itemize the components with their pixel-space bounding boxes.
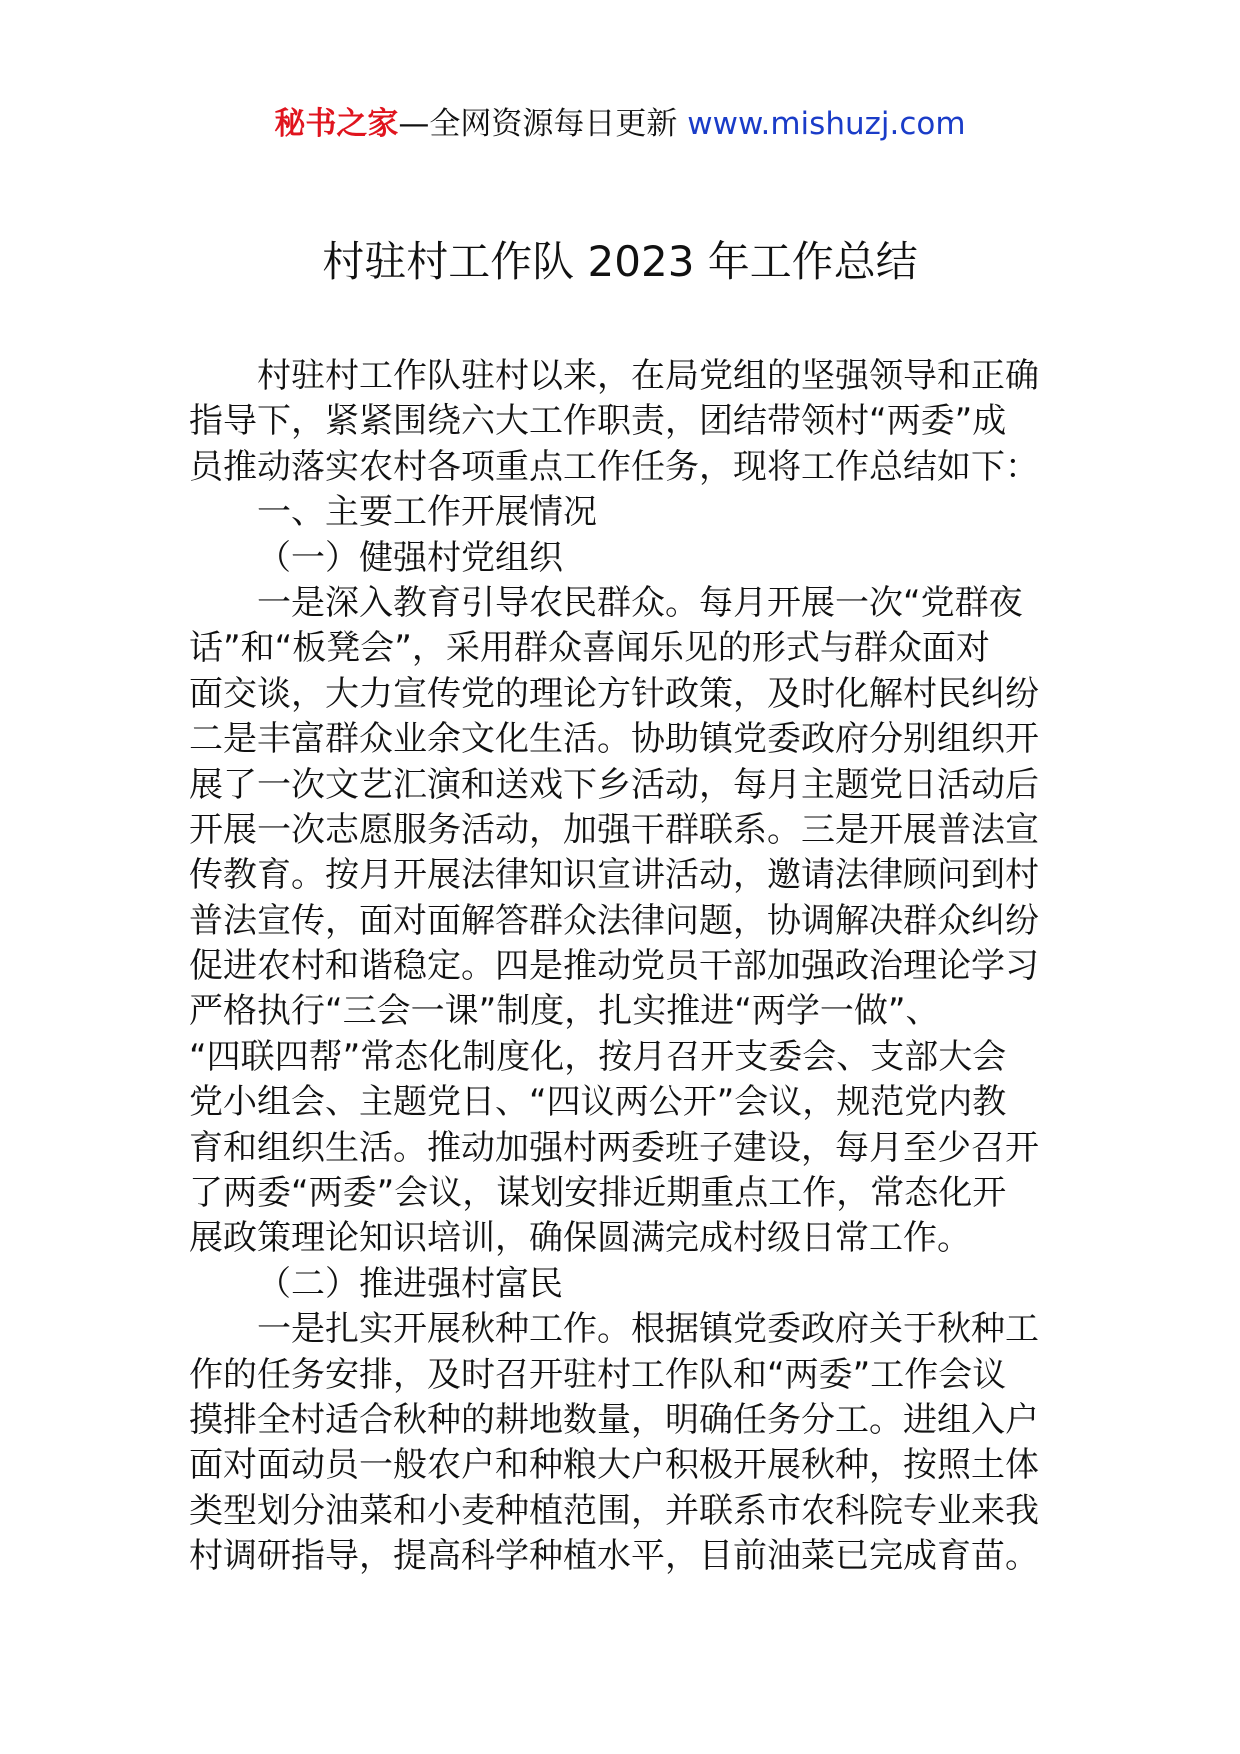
paragraph-line: 面对面动员一般农户和种粮大户积极开展秋种，按照土体 xyxy=(189,1445,1039,1486)
site-header xyxy=(0,100,1240,148)
paragraph-line: 了两委“两委”会议，谋划安排近期重点工作，常态化开 xyxy=(189,1173,1007,1214)
section-heading: 一、主要工作开展情况 xyxy=(257,492,597,533)
brand-name: 秘书之家 xyxy=(274,106,399,142)
paragraph-line: “四联四帮”常态化制度化，按月召开支委会、支部大会 xyxy=(189,1036,1007,1077)
paragraph-line: 一是扎实开展秋种工作。根据镇党委政府关于秋种工 xyxy=(257,1309,1039,1350)
document-body xyxy=(189,354,1055,1580)
paragraph-line: 严格执行“三会一课”制度，扎实推进“两学一做”、 xyxy=(189,991,940,1032)
paragraph-line: 作的任务安排，及时召开驻村工作队和“两委”工作会议 xyxy=(189,1354,1007,1395)
subsection-heading: （二）推进强村富民 xyxy=(257,1263,563,1304)
paragraph-line: 育和组织生活。推动加强村两委班子建设，每月至少召开 xyxy=(189,1127,1039,1168)
paragraph-line: 促进农村和谐稳定。四是推动党员干部加强政治理论学习 xyxy=(189,946,1039,987)
paragraph-line: 指导下，紧紧围绕六大工作职责，团结带领村“两委”成 xyxy=(189,401,1007,442)
paragraph-line: 员推动落实农村各项重点工作任务，现将工作总结如下： xyxy=(189,446,1039,487)
subsection-heading: （一）健强村党组织 xyxy=(257,537,563,578)
paragraph-line: 村驻村工作队驻村以来，在局党组的坚强领导和正确 xyxy=(257,356,1039,396)
paragraph-line: 话”和“板凳会”，采用群众喜闻乐见的形式与群众面对 xyxy=(189,628,990,669)
header-tagline: —全网资源每日更新 xyxy=(398,106,688,142)
document-title: 村驻村工作队 2023 年工作总结 xyxy=(322,237,918,286)
paragraph-line: 普法宣传，面对面解答群众法律问题，协调解决群众纠纷 xyxy=(189,900,1039,941)
paragraph-line: 类型划分油菜和小麦种植范围，并联系市农科院专业来我 xyxy=(189,1490,1039,1531)
paragraph-line: 村调研指导，提高科学种植水平，目前油菜已完成育苗。 xyxy=(189,1536,1039,1577)
paragraph-line: 二是丰富群众业余文化生活。协助镇党委政府分别组织开 xyxy=(189,719,1039,760)
paragraph-line: 展了一次文艺汇演和送戏下乡活动，每月主题党日活动后 xyxy=(189,764,1039,805)
paragraph-line: 展政策理论知识培训，确保圆满完成村级日常工作。 xyxy=(189,1218,971,1259)
paragraph-line: 摸排全村适合秋种的耕地数量，明确任务分工。进组入户 xyxy=(189,1399,1039,1440)
paragraph-line: 面交谈，大力宣传党的理论方针政策，及时化解村民纠纷 xyxy=(189,673,1039,714)
paragraph-line: 开展一次志愿服务活动，加强干群联系。三是开展普法宣 xyxy=(189,809,1039,850)
paragraph-line: 传教育。按月开展法律知识宣讲活动，邀请法律顾问到村 xyxy=(189,855,1039,896)
paragraph-line: 党小组会、主题党日、“四议两公开”会议，规范党内教 xyxy=(189,1082,1007,1123)
paragraph-line: 一是深入教育引导农民群众。每月开展一次“党群夜 xyxy=(257,582,1023,623)
site-url-link[interactable]: www.mishuzj.com xyxy=(687,106,966,142)
